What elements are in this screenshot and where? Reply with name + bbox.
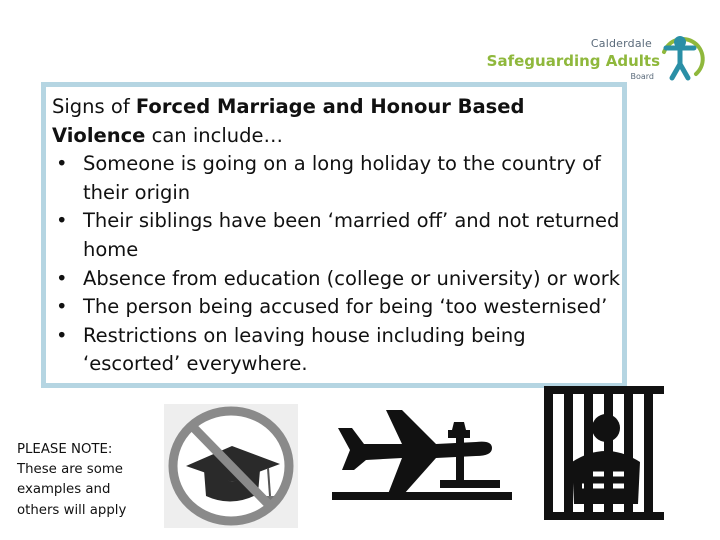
list-item: • The person being accused for being ‘too westernised’	[52, 293, 622, 322]
list-item: • Restrictions on leaving house including being ‘escorted’ everywhere.	[52, 322, 622, 379]
list-item: • Someone is going on a long holiday to the country of their origin	[52, 150, 622, 207]
logo-line-1: Calderdale	[590, 37, 652, 50]
person-figure-icon	[656, 24, 708, 84]
intro-bold: Forced Marriage and Honour Based Violence	[52, 95, 525, 147]
signs-list	[52, 150, 622, 379]
please-note: PLEASE NOTE: These are some examples and others will apply	[17, 442, 127, 518]
logo-line-2: Safeguarding Adults	[486, 52, 660, 70]
logo-line-3: Board	[630, 72, 654, 81]
prisoner-behind-bars-icon	[544, 386, 664, 520]
list-item: • Their siblings have been ‘married off’ and not returned home	[52, 207, 622, 264]
signs-panel	[41, 82, 627, 388]
intro-text: Signs of Forced Marriage and Honour Based Violence can include…	[52, 95, 525, 147]
no-graduation-cap-icon	[164, 404, 298, 528]
airplane-departure-icon	[330, 404, 518, 508]
logo	[486, 20, 710, 86]
list-item: • Absence from education (college or university) or work	[52, 265, 622, 294]
